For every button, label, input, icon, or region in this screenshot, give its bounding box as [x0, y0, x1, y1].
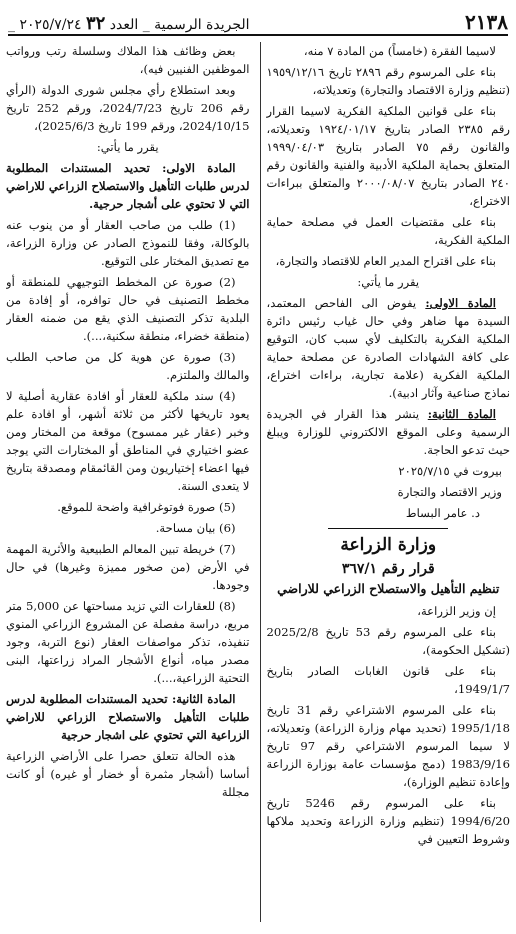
- paragraph: إن وزير الزراعة،: [417, 604, 496, 618]
- decides-heading: يقرر ما يأتي:: [357, 275, 420, 289]
- paragraph: هذه الحالة تتعلق حصرا على الأراضي الزراعية أساسا (أشجار مثمرة أو خضار أو غيره) أو كانت مجللة: [6, 749, 250, 799]
- list-item: (5) صورة فوتوغرافية واضحة للموقع.: [57, 500, 236, 514]
- paragraph: بعض وظائف هذا الملاك وسلسلة رتب ورواتب الموظفين الفنيين فيه)،: [6, 44, 250, 76]
- paragraph: بناء على مقتضيات العمل في مصلحة حماية الملكية الفكرية،: [266, 215, 510, 247]
- journal-title: الجريدة الرسمية _ العدد: [109, 17, 250, 33]
- list-item: (4) سند ملكية للعقار أو افادة عقارية أصلية لا يعود تاريخها لأكثر من ثلاثة أشهر، أو افادة علم وخبر (عقار غير ممسوح) موقعة من المختار ومن عضو اختياري في المناطق أو المختارات التي يوجد فيها اعضاء إختياريون ومن القائمقام ومصدقة بتاريخ لا يتعدى السنة.: [6, 389, 250, 493]
- paragraph: بناء على المرسوم رقم ٢٨٩٦ تاريخ ١٩٥٩/١٢/١٦ (تنظيم وزارة الاقتصاد والتجارة) وتعديلاته،: [266, 65, 510, 97]
- article-2-title: المادة الثانية: تحديد المستندات المطلوبة لدرس طلبات التأهيل والاستصلاح الزراعي للاراضي الزراعية التي تحتوي على اشجار حرجية: [6, 692, 250, 742]
- paragraph: بناء على اقتراح المدير العام للاقتصاد والتجارة،: [275, 254, 496, 268]
- article-2-title: المادة الثانية:: [427, 407, 496, 421]
- list-item: (1) طلب من صاحب العقار أو من ينوب عنه بالوكالة، وفقا للنموذج الصادر عن وزارة الزراعة، مع تصديق المختار على التوقيع.: [6, 218, 250, 268]
- ministry-heading: وزارة الزراعة: [340, 535, 437, 555]
- section-divider: [328, 528, 448, 529]
- signature-place-date: بيروت في ٢٠٢٥/٧/١٥: [398, 464, 502, 478]
- paragraph: لاسيما الفقرة (خامساً) من المادة ٧ منه،: [303, 44, 496, 58]
- paragraph: بناء على المرسوم الاشتراعي رقم 31 تاريخ 1995/1/18 (تحديد مهام وزارة الزراعة) وتعديلاته، لا سيما المرسوم الاشتراعي رقم 97 تاريخ 1983/9/16 (دمج مؤسسات عامة بوزارة الزراعة وإعادة تنظيم الوزارة)،: [266, 703, 510, 789]
- page-header: [8, 6, 508, 36]
- columns: [6, 42, 510, 922]
- article-1-title: المادة الاولى: تحديد المستندات المطلوبة لدرس طلبات التأهيل والاستصلاح الزراعي للاراضي التي لا تحتوي على أشجار حرجية.: [6, 161, 250, 211]
- article-2: [267, 405, 511, 459]
- paragraph: بناء على المرسوم رقم 5246 تاريخ 1994/6/20 (تنظيم وزارة الزراعة وتحديد ملاكها وشروط التعيين في: [266, 796, 510, 846]
- article-1-title: المادة الاولى:: [425, 296, 497, 310]
- list-item: (2) صورة عن المخطط التوجيهي للمنطقة أو مخطط التصنيف في حال توافره، أو إفادة من البلدية تذكر التصنيف الذي يقع من ضمنه العقار (منطقة خضراء، منطقة سكنية،...).: [6, 275, 250, 343]
- decision-number: قرار رقم ٣٦٧/١: [341, 561, 435, 577]
- right-column: [260, 42, 511, 922]
- signature-name: د. عامر البساط: [405, 506, 480, 520]
- article-1: [267, 294, 511, 402]
- list-item: (8) للعقارات التي تزيد مساحتها عن 5,000 متر مربع، دراسة مفصلة عن المشروع الزراعي المنوي تنفيذه، تذكر مواصفات العقار (نوع التربة، وجود مصدر مياه، أنواع الأشجار المراد زراعتها، البنى التحتية الزراعية،...).: [6, 599, 250, 685]
- signature-block: [267, 462, 511, 522]
- issue-number: ٣٢: [85, 13, 106, 34]
- article-2-text: ينشر هذا القرار في الجريدة الرسمية وعلى الموقع الالكتروني للوزارة ويبلغ حيث تدعو الحاجة.: [266, 407, 510, 457]
- decides-heading: يقرر ما يأتي:: [96, 140, 159, 154]
- list-item: (6) بيان مساحة.: [155, 521, 236, 535]
- paragraph: بناء على قانون الغابات الصادر بتاريخ 1949/1/7،: [266, 664, 510, 696]
- article-1-text: يفوض الى الفاحص المعتمد، السيدة مها ضاهر وفي حال غياب رئيس دائرة الملكية الفكرية بالتكليف لأي سبب كان، التوقيع على كافة الشهادات الصادرة عن مصلحة حماية الملكية الفكرية (علامة تجارية، براءات اختراع، نماذج صناعية وآثار ادبية).: [266, 296, 510, 400]
- left-column: [6, 42, 250, 922]
- decision-title: تنظيم التأهيل والاستصلاح الزراعي للاراضي: [277, 581, 500, 596]
- paragraph: بناء على قوانين الملكية الفكرية لاسيما القرار رقم ٢٣٨٥ الصادر بتاريخ ١٩٢٤/٠١/١٧ وتعديلاته، والقانون رقم ٧٥ الصادر بتاريخ ١٩٩٩/٠٤/٠٣ المتعلق بحماية الملكية الأدبية والفنية والقانون رقم ٢٤٠ الصادر بتاريخ ٢٠٠٠/٠٨/٠٧ والمتعلق ببراءات الاختراع،: [266, 104, 510, 208]
- journal-info: [8, 13, 250, 34]
- list-item: (7) خريطة تبين المعالم الطبيعية والأثرية المهمة في الأرض (من صخور مميزة وغيرها) في حال وجودها.: [6, 542, 250, 592]
- signature-role: وزير الاقتصاد والتجارة: [397, 485, 502, 499]
- issue-date: ٢٠٢٥/٧/٢٤ _: [8, 17, 82, 33]
- page-number: ٢١٣٨: [465, 10, 508, 34]
- paragraph: بناء على المرسوم رقم 53 تاريخ 2025/2/8 (تشكيل الحكومة)،: [266, 625, 510, 657]
- paragraph: وبعد استطلاع رأي مجلس شورى الدولة (الرأي رقم 206 تاريخ 2024/7/23، ورقم 252 تاريخ 2024/10/15، ورقم 199 تاريخ 2025/6/3)،: [6, 83, 250, 133]
- list-item: (3) صورة عن هوية كل من صاحب الطلب والمالك والملتزم.: [6, 350, 250, 382]
